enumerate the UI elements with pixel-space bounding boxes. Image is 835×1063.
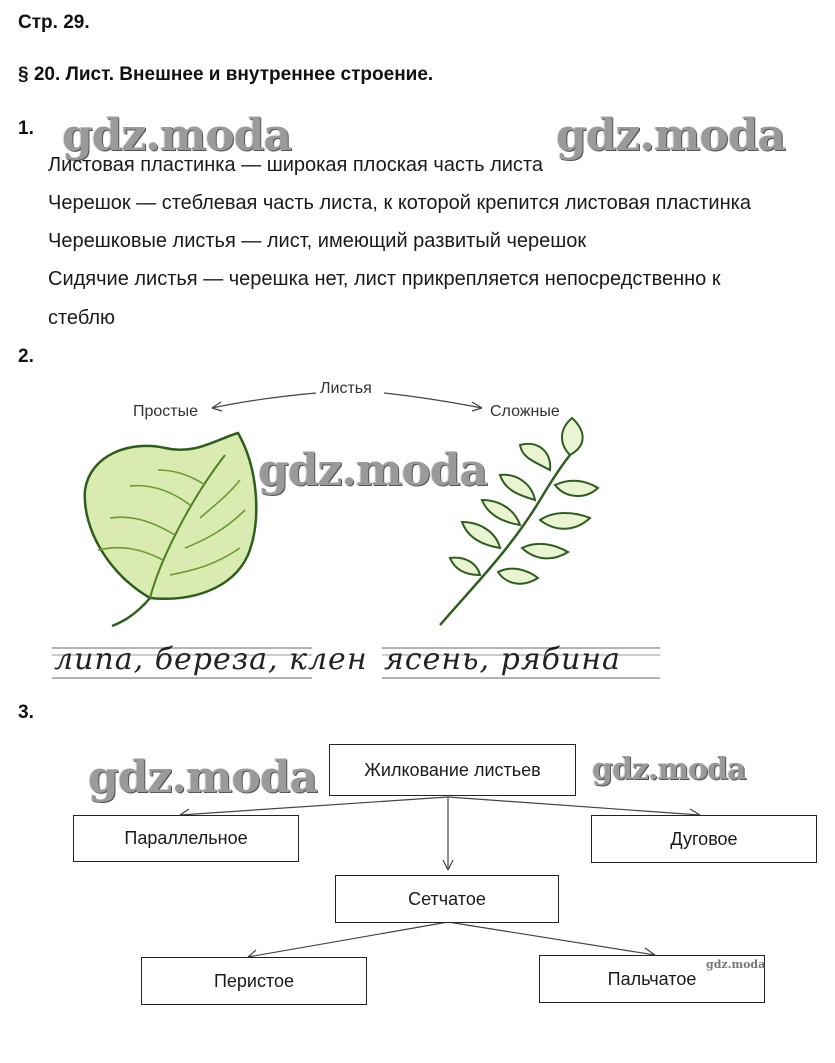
simple-leaves-answer: липа, береза, клен <box>54 642 368 677</box>
parallel-box <box>73 815 299 862</box>
net-label: Сетчатое <box>408 888 486 909</box>
parallel-label: Параллельное <box>124 828 248 848</box>
task-2-number: 2. <box>18 346 34 367</box>
venation-root-label: Жилкование листьев <box>364 759 541 780</box>
arrow-to-simple <box>212 393 316 408</box>
pinnate-box <box>141 957 367 1005</box>
watermark: gdz.moda <box>592 752 746 787</box>
net-box <box>335 875 559 923</box>
definition-line: Черешковые листья — лист, имеющий развитый черешок <box>48 230 587 252</box>
definition-line: Листовая пластинка — широкая плоская часть листа <box>48 154 543 176</box>
simple-leaf-illustration <box>85 433 257 626</box>
watermark: gdz.moda <box>258 445 488 496</box>
section-title: § 20. Лист. Внешнее и внутреннее строение. <box>18 64 434 85</box>
simple-leaves-label: Простые <box>133 403 199 420</box>
watermark: gdz.moda <box>706 958 766 971</box>
definition-line: Сидячие листья — черешка нет, лист прикрепляется непосредственно к <box>48 268 721 290</box>
compound-leaves-answer: ясень, рябина <box>384 642 621 677</box>
arc-label: Дуговое <box>670 828 738 849</box>
arc-box <box>591 815 817 863</box>
watermark: gdz.moda <box>556 110 786 161</box>
watermark: gdz.moda <box>62 110 292 161</box>
pinnate-label: Перистое <box>213 970 295 991</box>
definition-line: стеблю <box>48 307 116 329</box>
watermark: gdz.moda <box>88 752 318 803</box>
venation-root-box <box>329 744 576 796</box>
palmate-label: Пальчатое <box>607 968 697 989</box>
compound-leaves-label: Сложные <box>490 403 560 420</box>
arrow-to-compound <box>384 393 482 408</box>
page-number: Стр. 29. <box>18 12 90 33</box>
leaves-root-label: Листья <box>320 380 372 397</box>
task-1-number: 1. <box>18 118 34 139</box>
definition-line: Черешок — стеблевая часть листа, к которой крепится листовая пластинка <box>48 192 751 214</box>
task-3-number: 3. <box>18 702 34 723</box>
